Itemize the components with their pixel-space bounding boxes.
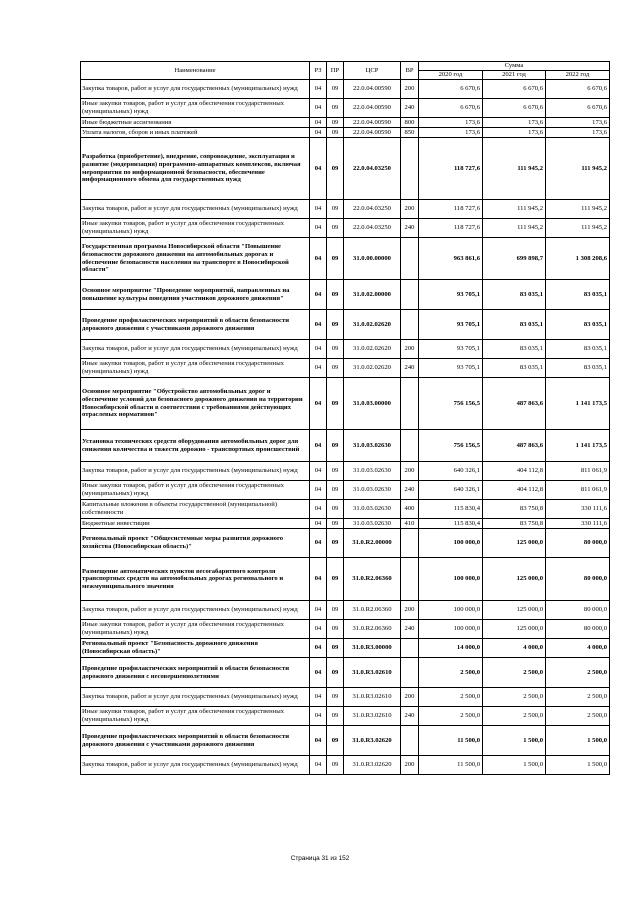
row-value-2020: 100 000,0	[419, 601, 483, 620]
row-value-2021: 1 500,0	[483, 726, 546, 756]
table-row	[81, 756, 610, 775]
row-value-2020: 640 326,1	[419, 462, 483, 481]
row-rz: 04	[310, 481, 327, 500]
header-csr: ЦСР	[344, 62, 401, 80]
row-value-2022: 111 945,2	[546, 200, 610, 219]
row-vr: 240	[401, 359, 419, 378]
row-name: Разработка (приобретение), внедрение, сопровождение, эксплуатация и развитие (модернизация) программно-аппаратных комплексов, включая мероприятия по информационной безопасности, обеспечение информационного обмена для государственных нужд	[81, 138, 310, 200]
table-row	[81, 200, 610, 219]
row-pr: 09	[327, 620, 344, 639]
table-row	[81, 118, 610, 128]
row-vr	[401, 378, 419, 430]
table-row	[81, 688, 610, 707]
row-pr: 09	[327, 138, 344, 200]
row-value-2021: 6 670,6	[483, 99, 546, 118]
row-rz: 04	[310, 519, 327, 529]
header-sum: Сумма	[419, 62, 610, 71]
row-name: Закупка товаров, работ и услуг для государственных (муниципальных) нужд	[81, 462, 310, 481]
row-rz: 04	[310, 726, 327, 756]
row-value-2021: 83 750,8	[483, 519, 546, 529]
row-csr: 31.0.R2.06360	[344, 620, 401, 639]
row-name: Проведение профилактических мероприятий в области безопасности дорожного движения с участниками дорожного движения	[81, 310, 310, 340]
row-pr: 09	[327, 658, 344, 688]
row-value-2021: 83 035,1	[483, 310, 546, 340]
table-row	[81, 519, 610, 529]
row-pr: 09	[327, 219, 344, 238]
row-csr: 31.0.02.02620	[344, 359, 401, 378]
table-row	[81, 310, 610, 340]
row-value-2020: 173,6	[419, 118, 483, 128]
row-value-2022: 80 000,0	[546, 620, 610, 639]
row-value-2021: 83 750,8	[483, 500, 546, 519]
row-vr: 200	[401, 688, 419, 707]
table-row	[81, 359, 610, 378]
table-row	[81, 500, 610, 519]
row-vr	[401, 658, 419, 688]
row-name: Государственная программа Новосибирской области "Повышение безопасности дорожного движения на автомобильных дорогах и обеспечение безопасности населения на транспорте в Новосибирской области"	[81, 238, 310, 280]
row-value-2022: 111 945,2	[546, 138, 610, 200]
row-pr: 09	[327, 756, 344, 775]
row-rz: 04	[310, 118, 327, 128]
row-value-2022: 1 141 173,5	[546, 430, 610, 462]
row-pr: 09	[327, 519, 344, 529]
table-row	[81, 80, 610, 99]
row-value-2022: 111 945,2	[546, 219, 610, 238]
row-pr: 09	[327, 430, 344, 462]
row-value-2020: 756 156,5	[419, 430, 483, 462]
row-value-2021: 111 945,2	[483, 219, 546, 238]
row-csr: 22.0.04.03250	[344, 200, 401, 219]
row-vr: 410	[401, 519, 419, 529]
row-value-2022: 173,6	[546, 128, 610, 138]
row-csr: 31.0.R3.00000	[344, 639, 401, 658]
row-rz: 04	[310, 707, 327, 726]
row-pr: 09	[327, 99, 344, 118]
row-vr: 240	[401, 481, 419, 500]
row-vr	[401, 238, 419, 280]
row-value-2022: 83 035,1	[546, 359, 610, 378]
row-value-2021: 404 112,8	[483, 481, 546, 500]
row-value-2020: 115 830,4	[419, 519, 483, 529]
row-csr: 31.0.R2.00000	[344, 529, 401, 558]
row-value-2020: 173,6	[419, 128, 483, 138]
row-vr: 240	[401, 707, 419, 726]
row-csr: 31.0.03.02630	[344, 519, 401, 529]
row-value-2020: 11 500,0	[419, 756, 483, 775]
page-number: Страница 31 из 152	[290, 855, 350, 862]
row-value-2022: 173,6	[546, 118, 610, 128]
row-name: Иные закупки товаров, работ и услуг для обеспечения государственных (муниципальных) нужд	[81, 359, 310, 378]
row-csr: 22.0.04.00590	[344, 99, 401, 118]
row-value-2021: 83 035,1	[483, 359, 546, 378]
row-value-2022: 811 061,9	[546, 462, 610, 481]
row-value-2022: 1 500,0	[546, 726, 610, 756]
budget-table-container	[80, 61, 609, 775]
row-vr: 240	[401, 99, 419, 118]
row-value-2021: 404 112,8	[483, 462, 546, 481]
row-csr: 31.0.02.02620	[344, 340, 401, 359]
row-value-2021: 125 000,0	[483, 558, 546, 601]
row-value-2022: 80 000,0	[546, 558, 610, 601]
row-value-2021: 2 500,0	[483, 707, 546, 726]
row-value-2020: 118 727,6	[419, 219, 483, 238]
row-name: Иные закупки товаров, работ и услуг для обеспечения государственных (муниципальных) нужд	[81, 99, 310, 118]
row-value-2020: 115 830,4	[419, 500, 483, 519]
row-vr: 400	[401, 500, 419, 519]
row-value-2020: 2 500,0	[419, 688, 483, 707]
row-vr	[401, 310, 419, 340]
row-rz: 04	[310, 462, 327, 481]
row-value-2022: 811 061,9	[546, 481, 610, 500]
row-value-2020: 640 326,1	[419, 481, 483, 500]
row-csr: 31.0.R2.06360	[344, 558, 401, 601]
row-value-2022: 4 000,0	[546, 639, 610, 658]
row-rz: 04	[310, 756, 327, 775]
row-value-2020: 756 156,5	[419, 378, 483, 430]
row-name: Закупка товаров, работ и услуг для государственных (муниципальных) нужд	[81, 200, 310, 219]
row-csr: 22.0.04.03250	[344, 219, 401, 238]
row-pr: 09	[327, 639, 344, 658]
row-value-2020: 100 000,0	[419, 620, 483, 639]
row-name: Капитальные вложения в объекты государственной (муниципальной) собственности	[81, 500, 310, 519]
row-value-2021: 487 863,6	[483, 378, 546, 430]
row-rz: 04	[310, 558, 327, 601]
row-name: Закупка товаров, работ и услуг для государственных (муниципальных) нужд	[81, 340, 310, 359]
row-value-2021: 125 000,0	[483, 620, 546, 639]
row-csr: 31.0.R3.02620	[344, 726, 401, 756]
row-vr	[401, 726, 419, 756]
row-pr: 09	[327, 340, 344, 359]
row-pr: 09	[327, 601, 344, 620]
row-name: Иные бюджетные ассигнования	[81, 118, 310, 128]
row-value-2021: 83 035,1	[483, 280, 546, 310]
row-name: Установка технических средств оборудования автомобильных дорог для снижения количества и тяжести дорожно - транспортных происшествий	[81, 430, 310, 462]
row-pr: 09	[327, 118, 344, 128]
row-vr: 240	[401, 620, 419, 639]
row-value-2020: 11 500,0	[419, 726, 483, 756]
row-rz: 04	[310, 688, 327, 707]
row-csr: 31.0.03.02630	[344, 481, 401, 500]
row-rz: 04	[310, 378, 327, 430]
row-value-2020: 100 000,0	[419, 529, 483, 558]
table-row	[81, 529, 610, 558]
row-vr: 200	[401, 601, 419, 620]
row-pr: 09	[327, 280, 344, 310]
row-value-2021: 125 000,0	[483, 529, 546, 558]
row-csr: 31.0.R3.02610	[344, 658, 401, 688]
table-header	[81, 62, 610, 80]
row-csr: 31.0.R3.02620	[344, 756, 401, 775]
row-rz: 04	[310, 200, 327, 219]
row-name: Бюджетные инвестиции	[81, 519, 310, 529]
row-pr: 09	[327, 359, 344, 378]
row-value-2021: 111 945,2	[483, 200, 546, 219]
row-name: Региональный проект "Безопасность дорожного движения (Новосибирская область)"	[81, 639, 310, 658]
row-name: Проведение профилактических мероприятий в области безопасности дорожного движения с несовершеннолетними	[81, 658, 310, 688]
row-csr: 31.0.03.02630	[344, 500, 401, 519]
row-rz: 04	[310, 359, 327, 378]
table-row	[81, 430, 610, 462]
row-vr	[401, 280, 419, 310]
table-row	[81, 481, 610, 500]
row-vr	[401, 558, 419, 601]
row-pr: 09	[327, 481, 344, 500]
row-value-2020: 93 705,1	[419, 310, 483, 340]
row-value-2022: 1 308 208,6	[546, 238, 610, 280]
row-value-2020: 93 705,1	[419, 280, 483, 310]
row-pr: 09	[327, 80, 344, 99]
table-row	[81, 462, 610, 481]
row-vr: 200	[401, 340, 419, 359]
row-pr: 09	[327, 378, 344, 430]
row-rz: 04	[310, 238, 327, 280]
row-pr: 09	[327, 707, 344, 726]
row-csr: 22.0.04.00590	[344, 80, 401, 99]
header-pr: ПР	[327, 62, 344, 80]
table-row	[81, 620, 610, 639]
row-value-2020: 118 727,6	[419, 138, 483, 200]
row-value-2022: 83 035,1	[546, 340, 610, 359]
row-name: Закупка товаров, работ и услуг для государственных (муниципальных) нужд	[81, 688, 310, 707]
row-rz: 04	[310, 620, 327, 639]
row-value-2021: 487 863,6	[483, 430, 546, 462]
table-row	[81, 238, 610, 280]
row-pr: 09	[327, 128, 344, 138]
row-csr: 31.0.00.00000	[344, 238, 401, 280]
table-row	[81, 99, 610, 118]
row-value-2020: 963 861,6	[419, 238, 483, 280]
row-value-2022: 6 670,6	[546, 80, 610, 99]
row-name: Региональный проект "Общесистемные меры развития дорожного хозяйства (Новосибирская область)"	[81, 529, 310, 558]
row-vr: 200	[401, 200, 419, 219]
row-rz: 04	[310, 529, 327, 558]
table-row	[81, 658, 610, 688]
row-rz: 04	[310, 219, 327, 238]
row-name: Основное мероприятие "Проведение мероприятий, направленных на повышение культуры поведения участников дорожного движения"	[81, 280, 310, 310]
row-pr: 09	[327, 200, 344, 219]
row-name: Закупка товаров, работ и услуг для государственных (муниципальных) нужд	[81, 756, 310, 775]
row-vr: 200	[401, 756, 419, 775]
header-year-2022: 2022 год	[546, 71, 610, 80]
row-value-2022: 6 670,6	[546, 99, 610, 118]
header-year-2021: 2021 год	[483, 71, 546, 80]
row-rz: 04	[310, 310, 327, 340]
row-csr: 31.0.03.00000	[344, 378, 401, 430]
row-value-2020: 2 500,0	[419, 707, 483, 726]
row-value-2020: 6 670,6	[419, 80, 483, 99]
table-row	[81, 707, 610, 726]
row-csr: 31.0.03.02630	[344, 430, 401, 462]
row-pr: 09	[327, 726, 344, 756]
row-vr	[401, 430, 419, 462]
row-name: Закупка товаров, работ и услуг для государственных (муниципальных) нужд	[81, 601, 310, 620]
row-vr: 200	[401, 462, 419, 481]
row-csr: 31.0.R3.02610	[344, 707, 401, 726]
row-value-2021: 111 945,2	[483, 138, 546, 200]
row-name: Закупка товаров, работ и услуг для государственных (муниципальных) нужд	[81, 80, 310, 99]
row-value-2022: 330 111,6	[546, 500, 610, 519]
row-value-2021: 6 670,6	[483, 80, 546, 99]
table-row	[81, 558, 610, 601]
row-csr: 31.0.R2.06360	[344, 601, 401, 620]
row-pr: 09	[327, 310, 344, 340]
row-value-2020: 6 670,6	[419, 99, 483, 118]
row-rz: 04	[310, 280, 327, 310]
row-value-2020: 118 727,6	[419, 200, 483, 219]
row-csr: 22.0.04.00590	[344, 128, 401, 138]
row-rz: 04	[310, 639, 327, 658]
row-name: Иные закупки товаров, работ и услуг для обеспечения государственных (муниципальных) нужд	[81, 707, 310, 726]
row-vr	[401, 529, 419, 558]
row-value-2021: 83 035,1	[483, 340, 546, 359]
row-rz: 04	[310, 80, 327, 99]
row-name: Иные закупки товаров, работ и услуг для обеспечения государственных (муниципальных) нужд	[81, 481, 310, 500]
row-pr: 09	[327, 238, 344, 280]
table-row	[81, 601, 610, 620]
row-pr: 09	[327, 529, 344, 558]
row-csr: 31.0.02.02620	[344, 310, 401, 340]
row-pr: 09	[327, 688, 344, 707]
table-body	[81, 80, 610, 775]
row-value-2020: 2 500,0	[419, 658, 483, 688]
row-name: Иные закупки товаров, работ и услуг для обеспечения государственных (муниципальных) нужд	[81, 620, 310, 639]
row-value-2022: 83 035,1	[546, 280, 610, 310]
row-value-2021: 4 000,0	[483, 639, 546, 658]
row-value-2022: 80 000,0	[546, 529, 610, 558]
row-rz: 04	[310, 99, 327, 118]
table-row	[81, 280, 610, 310]
header-vr: ВР	[401, 62, 419, 80]
table-row	[81, 219, 610, 238]
row-value-2022: 2 500,0	[546, 707, 610, 726]
table-row	[81, 128, 610, 138]
row-value-2021: 125 000,0	[483, 601, 546, 620]
row-value-2020: 14 000,0	[419, 639, 483, 658]
row-name: Основное мероприятие "Обустройство автомобильных дорог и обеспечение условий для безопасного дорожного движения на территории Новосибирской области в соответствии с требованиями действующих отраслевых нормативов"	[81, 378, 310, 430]
row-csr: 31.0.03.02630	[344, 462, 401, 481]
row-value-2021: 699 898,7	[483, 238, 546, 280]
row-value-2020: 93 705,1	[419, 340, 483, 359]
row-value-2022: 2 500,0	[546, 688, 610, 707]
row-rz: 04	[310, 128, 327, 138]
row-value-2020: 100 000,0	[419, 558, 483, 601]
row-rz: 04	[310, 138, 327, 200]
row-vr: 200	[401, 80, 419, 99]
row-value-2020: 93 705,1	[419, 359, 483, 378]
row-value-2021: 173,6	[483, 128, 546, 138]
row-csr: 22.0.04.00590	[344, 118, 401, 128]
row-value-2022: 83 035,1	[546, 310, 610, 340]
row-rz: 04	[310, 500, 327, 519]
table-row	[81, 639, 610, 658]
row-name: Иные закупки товаров, работ и услуг для обеспечения государственных (муниципальных) нужд	[81, 219, 310, 238]
row-rz: 04	[310, 601, 327, 620]
row-pr: 09	[327, 462, 344, 481]
row-value-2022: 2 500,0	[546, 658, 610, 688]
row-value-2022: 1 141 173,5	[546, 378, 610, 430]
row-vr: 850	[401, 128, 419, 138]
row-vr: 800	[401, 118, 419, 128]
row-vr	[401, 138, 419, 200]
row-vr	[401, 639, 419, 658]
row-value-2021: 2 500,0	[483, 688, 546, 707]
row-rz: 04	[310, 658, 327, 688]
row-name: Проведение профилактических мероприятий в области безопасности дорожного движения с участниками дорожного движения	[81, 726, 310, 756]
row-value-2022: 330 111,6	[546, 519, 610, 529]
header-rz: РЗ	[310, 62, 327, 80]
row-rz: 04	[310, 340, 327, 359]
row-csr: 31.0.R3.02610	[344, 688, 401, 707]
row-value-2021: 1 500,0	[483, 756, 546, 775]
row-value-2022: 1 500,0	[546, 756, 610, 775]
table-row	[81, 138, 610, 200]
row-value-2021: 2 500,0	[483, 658, 546, 688]
header-year-2020: 2020 год	[419, 71, 483, 80]
header-name: Наименование	[81, 62, 310, 80]
row-csr: 31.0.02.00000	[344, 280, 401, 310]
row-vr: 240	[401, 219, 419, 238]
row-name: Уплата налогов, сборов и иных платежей	[81, 128, 310, 138]
row-value-2022: 80 000,0	[546, 601, 610, 620]
row-value-2021: 173,6	[483, 118, 546, 128]
budget-table	[80, 61, 610, 775]
table-row	[81, 340, 610, 359]
row-rz: 04	[310, 430, 327, 462]
table-row	[81, 378, 610, 430]
row-pr: 09	[327, 500, 344, 519]
row-csr: 22.0.04.03250	[344, 138, 401, 200]
table-row	[81, 726, 610, 756]
row-name: Размещение автоматических пунктов весогабаритного контроля транспортных средств на автомобильных дорогах регионального и межмуниципального значения	[81, 558, 310, 601]
row-pr: 09	[327, 558, 344, 601]
